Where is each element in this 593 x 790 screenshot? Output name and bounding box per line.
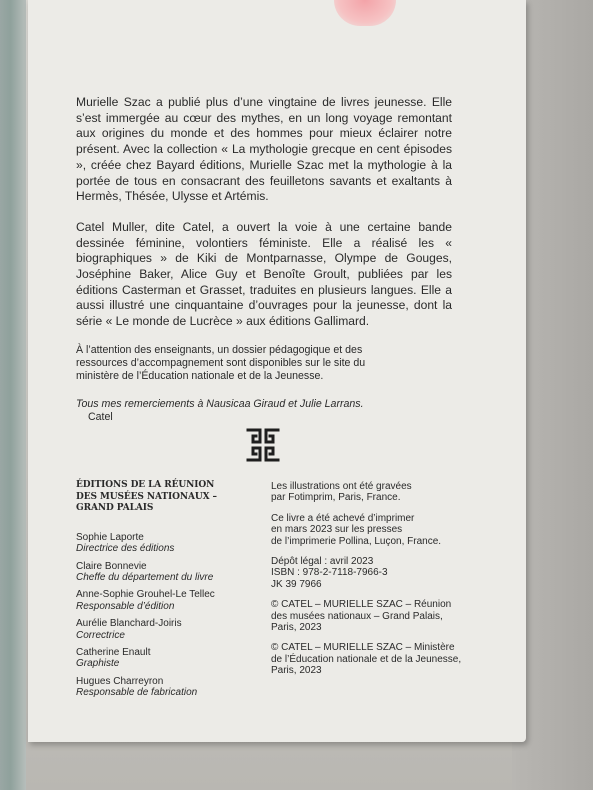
pink-ink-blob <box>334 0 396 26</box>
thanks-signature: Catel <box>88 411 113 424</box>
copyright-ministry: © CATEL – MURIELLE SZAC – Ministère de l’Éducation nationale et de la Jeunesse, Paris, 2023 <box>271 642 462 677</box>
credit-entry: Claire Bonnevie Cheffe du département du livre <box>76 560 214 583</box>
catel-bio: Catel Muller, dite Catel, a ouvert la voie à une certaine bande dessinée féminine, volontiers féministe. Elle a réalisé les « biographiques » de Kiki de Montparnasse, Olympe de Gouges, Joséphine Baker, Alice Guy et Benoîte Groult, publiées par les éditions Casterman et Grasset, traduites en plusieurs langues. Elle a aussi illustré une cinquantaine d’ouvrages pour la jeunesse, dont la série « Le monde de Lucrèce » aux éditions Gallimard. <box>76 219 452 329</box>
copyright-rmn: © CATEL – MURIELLE SZAC – Réunion des musées nationaux – Grand Palais, Paris, 2023 <box>271 599 452 634</box>
teachers-note: À l’attention des enseignants, un dossier pédagogique et des ressources d’accompagnement sont disponibles sur le site du ministère de l’Éducation nationale et de la Jeunesse. <box>76 343 366 383</box>
publisher-name: ÉDITIONS DE LA RÉUNION DES MUSÉES NATIONAUX – GRAND PALAIS <box>76 480 217 514</box>
thanks-line: Tous mes remerciements à Nausicaa Giraud et Julie Larrans. <box>76 397 364 410</box>
legal-deposit: Dépôt légal : avril 2023 ISBN : 978-2-7118-7966-3 JK 39 7966 <box>271 556 388 590</box>
credit-entry: Hugues Charreyron Responsable de fabrication <box>76 675 198 699</box>
colophon-column <box>271 481 471 686</box>
author-bios <box>76 95 452 424</box>
engraving-note: Les illustrations ont été gravées par Fotimprim, Paris, France. <box>271 481 412 504</box>
credits-column <box>76 480 256 705</box>
printing-note: Ce livre a été achevé d’imprimer en mars 2023 sur les presses de l’imprimerie Pollina, Luçon, France. <box>271 512 442 547</box>
credit-entry: Aurélie Blanchard-Joiris Correctrice <box>76 618 182 641</box>
credit-entry: Anne-Sophie Grouhel-Le Tellec Responsable d’édition <box>76 589 215 612</box>
credit-entry: Catherine Enault Graphiste <box>76 647 151 670</box>
greek-key-logo-icon <box>244 426 282 464</box>
murielle-bio: Murielle Szac a publié plus d’une vingtaine de livres jeunesse. Elle s’est immergée au cœur des mythes, en un long voyage remontant aux origines du monde et des hommes pour mieux éclairer notre présent. Avec la collection « La mythologie grecque en cent épisodes », créée chez Bayard éditions, Murielle Szac met la mythologie à la portée de tous en consacrant des feuilletons savants et exaltants à Hermès, Thésée, Ulysse et Artémis. <box>76 95 452 204</box>
credit-entry: Sophie Laporte Directrice des éditions <box>76 531 175 555</box>
book-spine <box>0 0 26 790</box>
